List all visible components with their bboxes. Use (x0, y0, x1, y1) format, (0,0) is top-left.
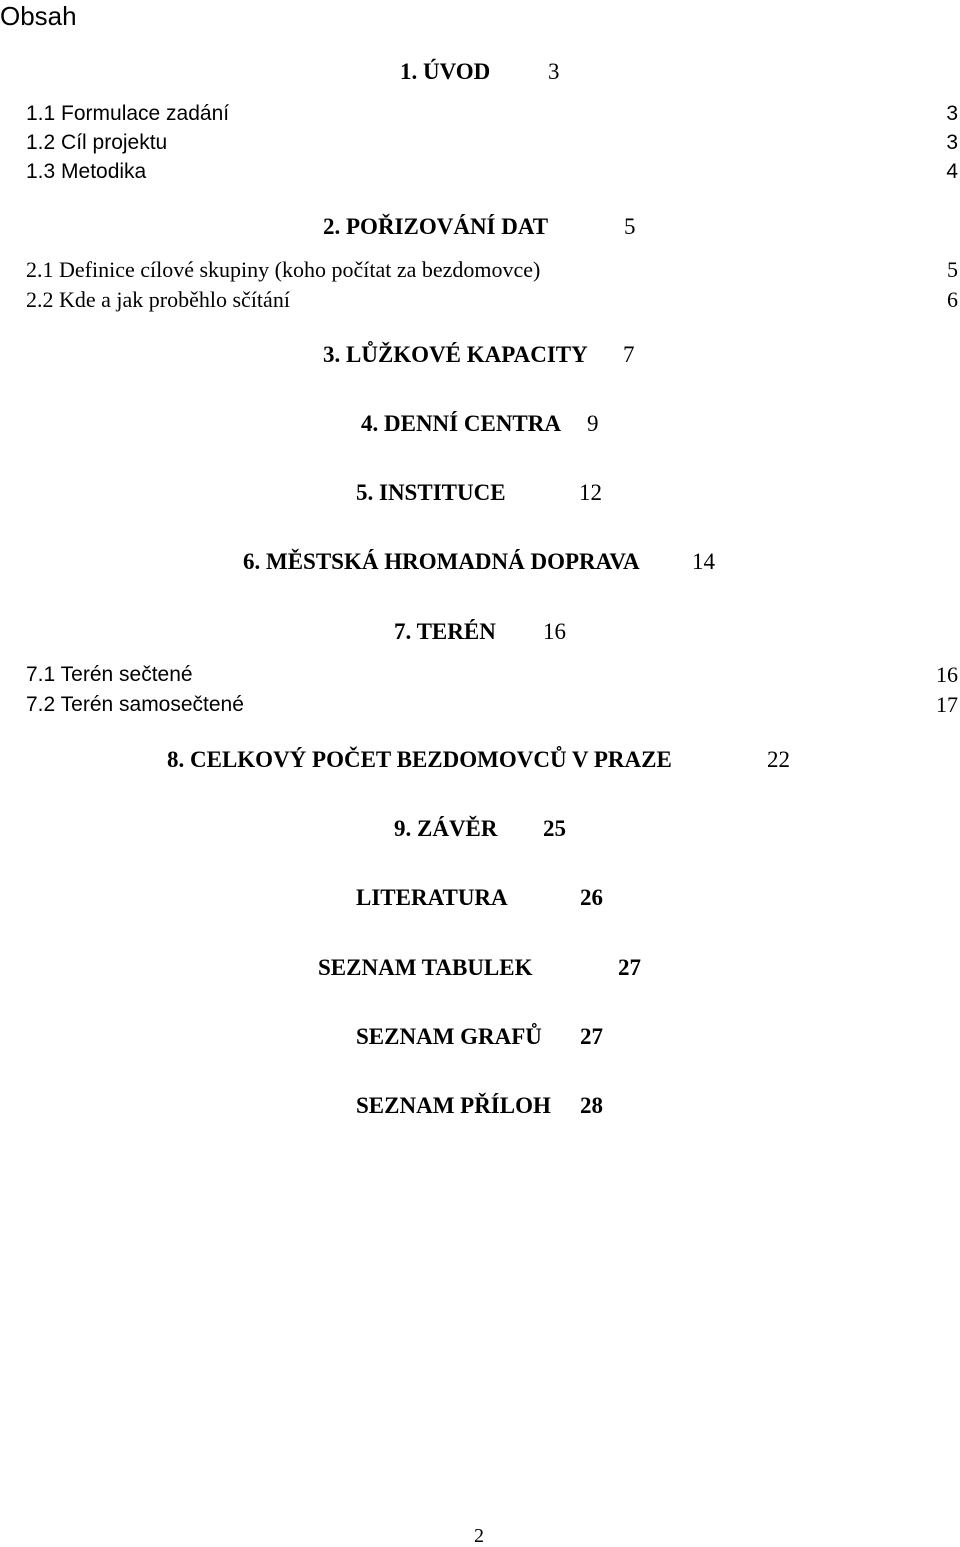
toc-section-9[interactable]: 9. ZÁVĚR (394, 816, 498, 841)
toc-seznam-priloh-page: 28 (580, 1093, 603, 1118)
toc-seznam-grafu[interactable]: SEZNAM GRAFŮ (356, 1024, 542, 1049)
page-title: Obsah (0, 1, 77, 31)
toc-item-2-1[interactable]: 2.1 Definice cílové skupiny (koho počítat za bezdomovce) (26, 257, 541, 282)
toc-item-7-1[interactable]: 7.1 Terén sečtené (26, 663, 193, 686)
toc-section-2[interactable]: 2. POŘIZOVÁNÍ DAT (323, 214, 549, 239)
toc-item-7-2[interactable]: 7.2 Terén samosečtené (26, 693, 244, 716)
toc-item-7-2-page: 17 (936, 692, 958, 717)
toc-section-7[interactable]: 7. TERÉN (394, 619, 496, 644)
toc-section-5[interactable]: 5. INSTITUCE (356, 480, 506, 505)
toc-section-4-page: 9 (587, 411, 599, 436)
toc-item-1-3[interactable]: 1.3 Metodika (26, 160, 147, 183)
toc-item-2-2[interactable]: 2.2 Kde a jak proběhlo sčítání (26, 287, 290, 312)
toc-seznam-grafu-page: 27 (580, 1024, 603, 1049)
toc-literatura-page: 26 (580, 885, 603, 910)
toc-section-8-page: 22 (767, 747, 790, 772)
toc-item-2-2-page: 6 (947, 287, 958, 312)
toc-section-3-page: 7 (623, 342, 635, 367)
toc-section-1[interactable]: 1. ÚVOD (400, 59, 491, 84)
toc-item-1-3-page: 4 (946, 160, 958, 183)
toc-item-1-1[interactable]: 1.1 Formulace zadání (26, 102, 230, 125)
toc-literatura[interactable]: LITERATURA (356, 885, 508, 910)
toc-item-7-1-page: 16 (936, 662, 958, 687)
toc-item-1-2[interactable]: 1.2 Cíl projektu (26, 131, 168, 154)
toc-section-2-page: 5 (624, 214, 636, 239)
toc-section-1-page: 3 (548, 59, 560, 84)
toc-section-6-page: 14 (692, 549, 715, 574)
toc-section-4[interactable]: 4. DENNÍ CENTRA (361, 411, 561, 436)
toc-seznam-tabulek-page: 27 (618, 955, 641, 980)
toc-section-6[interactable]: 6. MĚSTSKÁ HROMADNÁ DOPRAVA (243, 549, 640, 574)
toc-section-3[interactable]: 3. LŮŽKOVÉ KAPACITY (323, 342, 588, 367)
toc-item-1-1-page: 3 (946, 102, 958, 125)
toc-section-7-page: 16 (543, 619, 566, 644)
toc-item-2-1-page: 5 (947, 257, 958, 282)
toc-section-8[interactable]: 8. CELKOVÝ POČET BEZDOMOVCŮ V PRAZE (167, 747, 672, 772)
toc-seznam-priloh[interactable]: SEZNAM PŘÍLOH (356, 1093, 551, 1118)
toc-section-9-page: 25 (543, 816, 566, 841)
page-number: 2 (474, 1525, 484, 1547)
toc-seznam-tabulek[interactable]: SEZNAM TABULEK (318, 955, 533, 980)
toc-section-5-page: 12 (579, 480, 602, 505)
toc-item-1-2-page: 3 (946, 131, 958, 154)
